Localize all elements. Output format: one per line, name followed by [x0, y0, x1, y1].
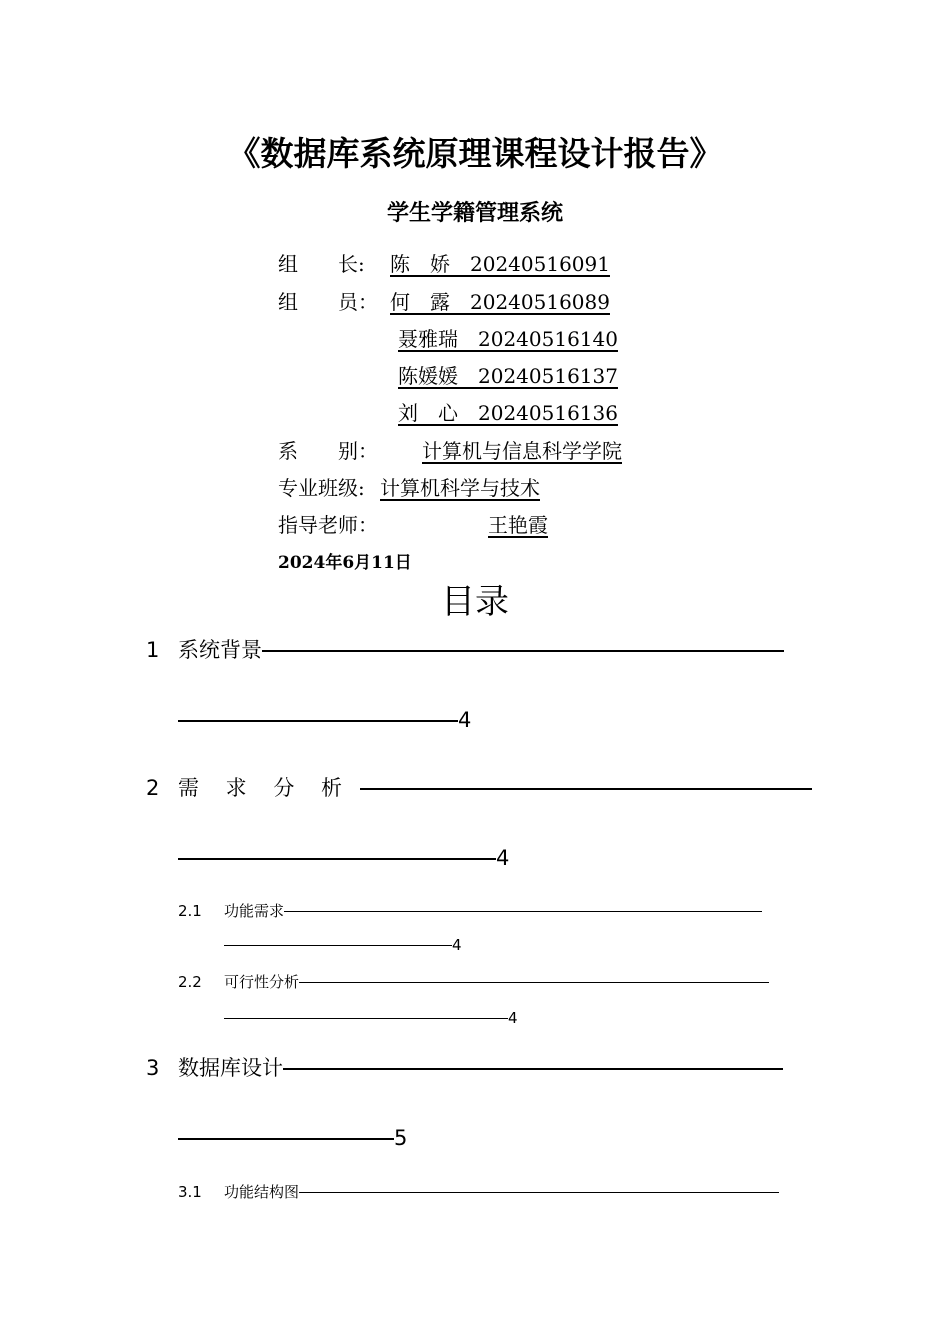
toc-entry[interactable]	[146, 634, 784, 664]
toc-entry-text: 需 求 分 析	[178, 776, 353, 800]
toc-leader-line	[224, 1018, 508, 1019]
advisor-row	[278, 509, 582, 538]
leader-value: 陈 娇 20240516091	[390, 252, 610, 276]
toc-entry-text: 系统背景	[178, 638, 262, 662]
toc-leader-line	[299, 982, 769, 983]
toc-subentry[interactable]	[178, 900, 762, 921]
toc-title: 目录	[441, 582, 509, 622]
report-title: 《数据库系统原理课程设计报告》	[227, 134, 723, 173]
dept-row	[278, 435, 638, 464]
class-label: 专业班级:	[278, 476, 365, 500]
class-row	[278, 472, 540, 501]
toc-entry-page: 4	[496, 846, 510, 870]
report-subtitle: 学生学籍管理系统	[386, 201, 563, 226]
toc-entry-text: 数据库设计	[178, 1056, 283, 1080]
member-value-4: 刘 心 20240516136	[398, 401, 618, 425]
toc-entry-page: 4	[458, 708, 472, 732]
toc-entry-text: 功能结构图	[224, 1183, 300, 1201]
toc-entry-number: 3	[146, 1056, 160, 1080]
toc-leader-line	[284, 911, 762, 912]
toc-entry-number: 2.2	[178, 973, 202, 991]
toc-entry-number: 3.1	[178, 1183, 202, 1201]
class-value: 计算机科学与技术	[380, 476, 540, 500]
toc-leader-line	[283, 1068, 783, 1070]
toc-leader-line	[262, 650, 784, 652]
toc-entry-text: 可行性分析	[224, 973, 300, 991]
dept-label: 系 别：	[278, 439, 378, 463]
toc-entry[interactable]	[146, 1052, 783, 1082]
advisor-label: 指导老师：	[278, 513, 378, 537]
toc-entry-page: 4	[452, 936, 462, 954]
leader-row	[278, 248, 610, 277]
toc-leader-line	[178, 1138, 394, 1140]
toc-entry-page: 5	[394, 1126, 408, 1150]
advisor-value: 王艳霞	[488, 513, 548, 537]
toc-subentry-continuation	[224, 936, 462, 954]
toc-entry-number: 1	[146, 638, 160, 662]
dept-value: 计算机与信息科学学院	[422, 439, 622, 463]
member-value-2: 聂雅瑞 20240516140	[398, 327, 618, 351]
member-value-3: 陈媛媛 20240516137	[398, 364, 618, 388]
toc-subentry-continuation	[224, 1009, 518, 1027]
toc-entry-continuation	[178, 846, 509, 870]
toc-entry-number: 2	[146, 776, 160, 800]
toc-leader-line	[178, 720, 458, 722]
toc-entry-number: 2.1	[178, 902, 202, 920]
toc-subentry[interactable]	[178, 971, 769, 992]
toc-leader-line	[299, 1192, 779, 1193]
toc-entry-continuation	[178, 1126, 407, 1150]
toc-entry-continuation	[178, 708, 471, 732]
toc-entry[interactable]	[146, 772, 812, 802]
report-date: 2024年6月11日	[278, 553, 412, 573]
member-value-1: 何 露 20240516089	[390, 290, 610, 314]
leader-label: 组 长:	[278, 252, 365, 276]
toc-subentry[interactable]	[178, 1181, 779, 1202]
toc-leader-line	[360, 788, 812, 790]
member-row	[278, 286, 610, 315]
toc-entry-text: 功能需求	[224, 902, 285, 920]
toc-leader-line	[178, 858, 496, 860]
toc-entry-page: 4	[508, 1009, 518, 1027]
toc-leader-line	[224, 945, 452, 946]
member-label: 组 员：	[278, 290, 378, 314]
